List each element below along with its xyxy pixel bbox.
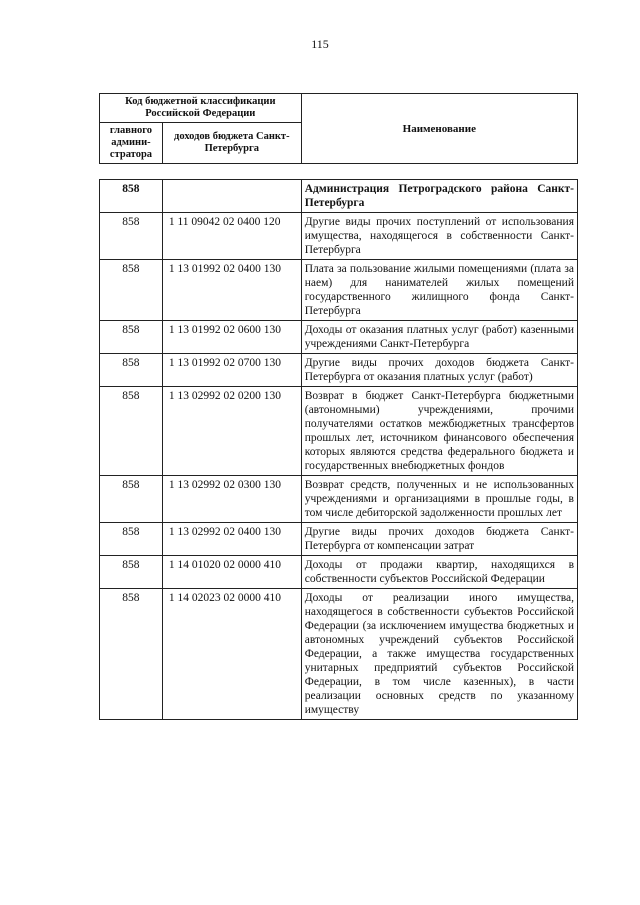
header-name-column: Наименование [301, 94, 577, 164]
table-row [100, 354, 578, 387]
name-cell: Администрация Петроградского района Санкт-Петербурга [301, 180, 577, 213]
admin-code-cell: 858 [100, 213, 163, 260]
admin-code-cell: 858 [100, 523, 163, 556]
classification-table [99, 179, 578, 720]
table-row [100, 180, 578, 213]
admin-code-cell: 858 [100, 476, 163, 523]
table-row [100, 523, 578, 556]
income-code-cell: 1 13 02992 02 0300 130 [162, 476, 301, 523]
table-row [100, 556, 578, 589]
admin-code-cell: 858 [100, 556, 163, 589]
admin-code-cell: 858 [100, 260, 163, 321]
table-header [99, 93, 578, 164]
income-code-cell: 1 13 02992 02 0200 130 [162, 387, 301, 476]
table-row [100, 387, 578, 476]
name-cell: Возврат в бюджет Санкт-Петербурга бюджетными (автономными) учреждениями, прочими получателями остатков межбюджетных трансфертов прошлых лет, источником финансового обеспечения которых являются средства федерального бюджета и государственных внебюджетных фондов [301, 387, 577, 476]
name-cell: Другие виды прочих доходов бюджета Санкт-Петербурга от оказания платных услуг (работ) [301, 354, 577, 387]
table-row [100, 260, 578, 321]
admin-code-cell: 858 [100, 387, 163, 476]
admin-code-cell: 858 [100, 321, 163, 354]
income-code-cell: 1 13 01992 02 0600 130 [162, 321, 301, 354]
income-code-cell: 1 13 01992 02 0700 130 [162, 354, 301, 387]
name-cell: Доходы от оказания платных услуг (работ) казенными учреждениями Санкт-Петербурга [301, 321, 577, 354]
admin-code-cell: 858 [100, 589, 163, 720]
name-cell: Доходы от продажи квартир, находящихся в собственности субъектов Российской Федерации [301, 556, 577, 589]
table-row [100, 476, 578, 523]
table-row [100, 213, 578, 260]
header-group-title: Код бюджетной классификации Российской Федерации [100, 94, 302, 123]
income-code-cell: 1 13 02992 02 0400 130 [162, 523, 301, 556]
name-cell: Другие виды прочих доходов бюджета Санкт-Петербурга от компенсации затрат [301, 523, 577, 556]
table-row [100, 589, 578, 720]
name-cell: Плата за пользование жилыми помещениями (плата за наем) для нанимателей жилых помещений государственного жилищного фонда Санкт-Петербурга [301, 260, 577, 321]
header-income-column: доходов бюджета Санкт-Петербурга [162, 123, 301, 164]
income-code-cell: 1 14 01020 02 0000 410 [162, 556, 301, 589]
income-code-cell: 1 14 02023 02 0000 410 [162, 589, 301, 720]
admin-code-cell: 858 [100, 354, 163, 387]
name-cell: Другие виды прочих поступлений от использования имущества, находящегося в собственности Санкт-Петербурга [301, 213, 577, 260]
admin-code-cell: 858 [100, 180, 163, 213]
name-cell: Возврат средств, полученных и не использованных учреждениями и организациями в прошлые годы, в том числе дебиторской задолженности прошлых лет [301, 476, 577, 523]
income-code-cell: 1 13 01992 02 0400 130 [162, 260, 301, 321]
income-code-cell: 1 11 09042 02 0400 120 [162, 213, 301, 260]
header-admin-column: главного админи-стратора [100, 123, 163, 164]
table-row [100, 321, 578, 354]
name-cell: Доходы от реализации иного имущества, находящегося в собственности субъектов Российской Федерации (за исключением имущества бюджетных и автономных учреждений субъектов Российской Федерации, а также имущества государственных унитарных предприятий субъектов Российской Федерации, в том числе казенных), в части реализации основных средств по указанному имуществу [301, 589, 577, 720]
page-number: 115 [311, 37, 329, 51]
income-code-cell [162, 180, 301, 213]
